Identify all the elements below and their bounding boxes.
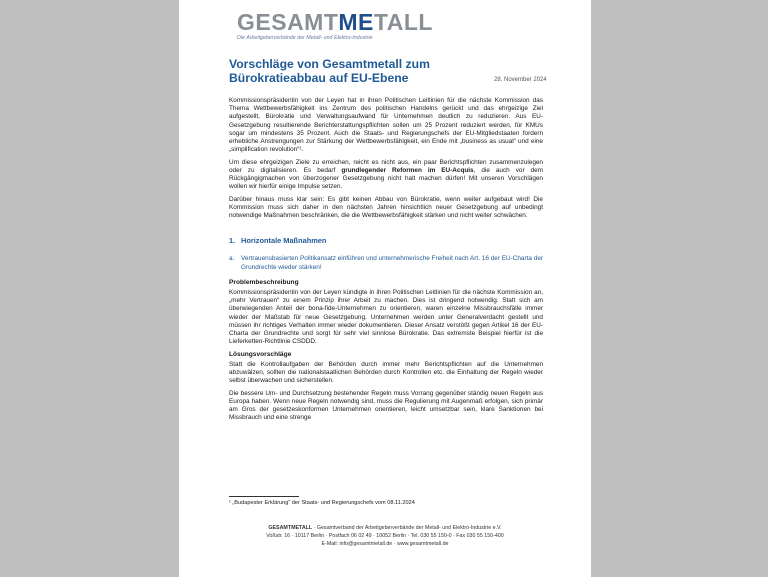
para2-text-after: , die auch vor dem Rückgängigmachen von überzogener Gesetzgebung nicht halt machen dürfen! Mit unseren Vorschlägen wollen wir hierfür einige Impulse setzen.	[229, 166, 544, 191]
footnote: ¹ „Budapester Erklärung“ der Staats- und Regierungschefs vom 08.11.2024	[229, 500, 415, 506]
solution-heading: Lösungsvorschläge	[229, 350, 292, 358]
subsection-letter: a.	[229, 255, 235, 263]
solution-paragraph-1: Statt die Kontrollaufgaben der Behörden durch immer mehr Berichtspflichten auf die Unternehmen abzuwälzen, sollten die nationalstaatlichen Behörden durch Kontrollen etc. die Einhaltung der Regeln wieder selbst überwachen und sicherstellen.	[229, 360, 543, 385]
footer-org-description: · Gesamtverband der Arbeitgeberverbände der Metall- und Elektro-Industrie e.V.	[312, 525, 502, 531]
page-footer	[179, 524, 591, 548]
logo-part-2: ME	[338, 9, 374, 35]
document-title: Vorschläge von Gesamtmetall zum Bürokratieabbau auf EU-Ebene	[229, 57, 430, 85]
intro-paragraph-1: Kommissionspräsidentin von der Leyen hat in ihren Politischen Leitlinien für die nächste Kommission das Thema Wettbewerbsfähigkeit ins Zentrum des politischen Handelns gerückt und das ehrgeizige Ziel aufgestellt, Bürokratie und Verwaltungsaufwand für Unternehmen deutlich zu reduzieren. Aus EU-Gesetzgebung resultierende Berichterstattungspflichten sollen um 25 Prozent reduziert werden, für KMUs sogar um mindestens 35 Prozent. Auch die Staats- und Regierungschefs der EU-Mitgliedstaaten fordern erhebliche Anstrengungen zur Stärkung der Wettbewerbsfähigkeit, ein Ende mit „business as usual“ und eine „simplification revolution“¹.	[229, 97, 543, 154]
section-title: Horizontale Maßnahmen	[241, 236, 327, 246]
gesamtmetall-logo	[237, 10, 433, 41]
document-page	[179, 0, 591, 577]
logo-part-3: TALL	[373, 9, 433, 35]
document-date: 28. November 2024	[494, 77, 547, 83]
para2-bold-text: grundlegender Reformen im EU-Acquis	[341, 166, 474, 174]
footer-address: Voßstr. 16 · 10117 Berlin · Postfach 06 02 49 · 10052 Berlin · Tel. 030 55 150-0 · Fax 030 55 150-400	[266, 533, 504, 539]
problem-heading: Problembeschreibung	[229, 278, 299, 286]
logo-wordmark	[237, 10, 433, 34]
footer-organization	[179, 524, 591, 532]
footer-contact: E-Mail: info@gesamtmetall.de · www.gesamtmetall.de	[321, 541, 449, 547]
document-body	[229, 97, 543, 427]
intro-paragraph-2	[229, 159, 543, 192]
logo-tagline: Die Arbeitgeberverbände der Metall- und Elektro-Industrie	[237, 35, 373, 41]
subsection-title: Vertrauensbasierten Politikansatz einführen und unternehmerische Freiheit nach Art. 16 der EU-Charta der Grundrechte wieder stärken!	[241, 255, 543, 271]
intro-paragraph-3: Darüber hinaus muss klar sein: Es gibt keinen Abbau von Bürokratie, wenn weiter aufgebaut wird! Die Kommission muss sich daher in den nächsten Jahren hinsichtlich neuer Gesetzgebung auf unbedingt notwendige Maßnahmen beschränken, die die Wettbewerbsfähigkeit stärken und nicht weiter schwächen.	[229, 195, 543, 220]
problem-paragraph: Kommissionspräsidentin von der Leyen kündigte in ihren Politischen Leitlinien für die nächste Kommission an, „mehr Vertrauen“ zu einem Prinzip ihrer Arbeit zu machen. Dies ist dringend notwendig. Statt sich am überwiegenden Anteil der bona-fide-Unternehmen zu orientieren, waren einzelne Missbrauchsfälle immer wieder der Maßstab für neue Gesetzgebung. Unternehmen werden unter Generalverdacht gestellt und müssen ihr richtiges Verhalten immer wieder dokumentieren. Dieser Ansatz verstößt gegen Artikel 16 der EU-Charta der Grundrechte und sorgt für sehr viel sinnlose Bürokratie. Das extremste Beispiel hierfür ist die Lieferketten-Richtlinie CSDDD.	[229, 289, 543, 346]
subsection-heading	[229, 255, 543, 271]
footnote-divider	[229, 496, 299, 497]
section-number: 1.	[229, 236, 236, 246]
para2-text-before: Um diese ehrgeizigen Ziele zu erreichen, reicht es nicht aus, ein paar Berichtspflichten zusammenzulegen oder zu digitalisieren. Es bedarf	[229, 158, 543, 174]
section-heading	[229, 237, 543, 245]
logo-part-1: GESAMT	[237, 9, 339, 35]
footer-org-name: GESAMTMETALL	[268, 525, 313, 531]
solution-paragraph-2: Die bessere Um- und Durchsetzung bestehender Regeln muss Vorrang gegenüber ständig neuen Regeln aus Europa haben. Wenn neue Regeln notwendig sind, muss die Regulierung mit Augenmaß erfolgen, sich primär am Gros der gesetzeskonformen Unternehmen orientieren, leicht umsetzbar sein, klare Sanktionen bei Missbrauch und eine strenge	[229, 389, 543, 422]
